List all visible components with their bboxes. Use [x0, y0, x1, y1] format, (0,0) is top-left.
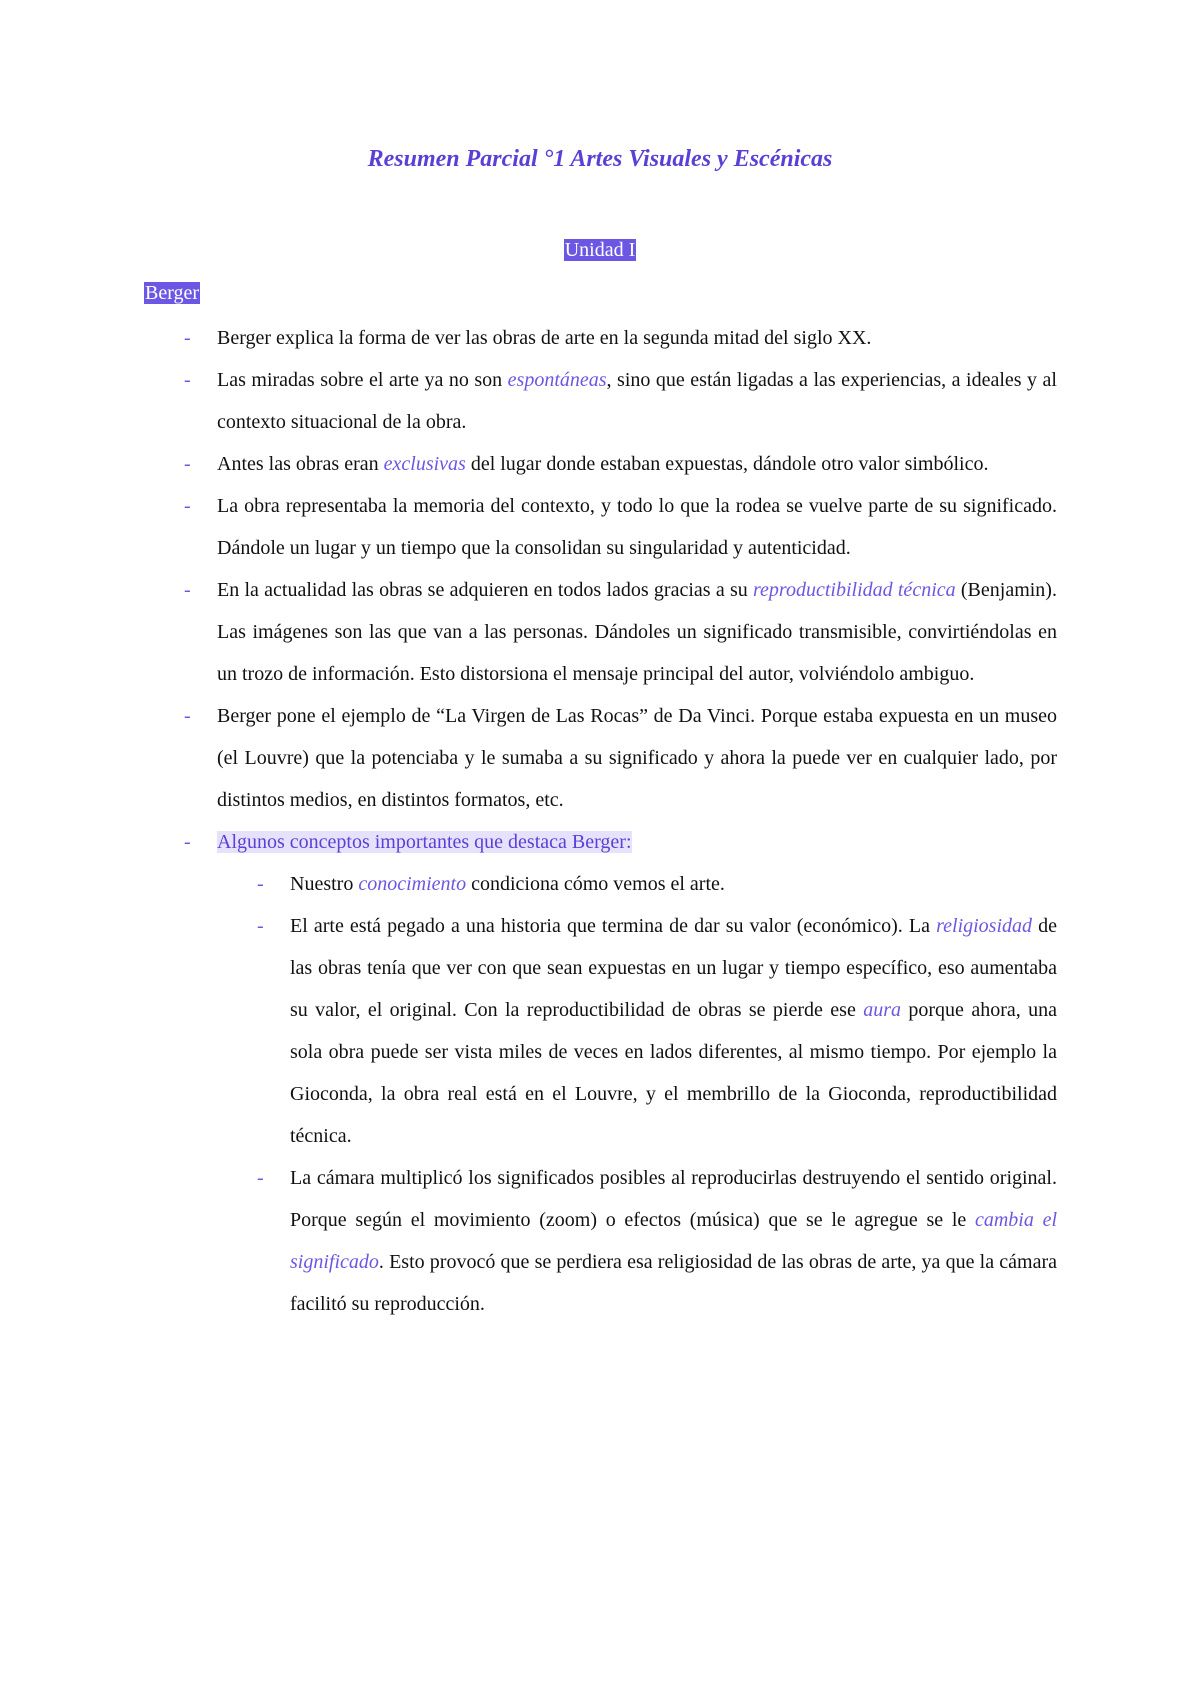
emphasized-term: espontáneas: [507, 369, 607, 391]
text-run: Berger pone el ejemplo de “La Virgen de Las Rocas” de Da Vinci. Porque estaba expuesta en un museo (el Louvre) que la potenciaba y le sumaba a su significado y ahora la puede ver en cualquier lado, por distintos medios, en distintos formatos, etc.: [217, 705, 1057, 811]
text-run: (Benjamin). Las imágenes son las que van a las personas. Dándoles un significado transmisible, convirtiéndolas en un trozo de información. Esto distorsiona el mensaje principal del autor, volviéndolo ambiguo.: [217, 579, 1057, 685]
list-item: [184, 821, 1057, 863]
emphasized-term: cambia el significado: [290, 1209, 1057, 1273]
sub-list-item: [257, 1157, 1057, 1325]
text-run: . Esto provocó que se perdiera esa religiosidad de las obras de arte, ya que la cámara facilitó su reproducción.: [290, 1251, 1057, 1315]
text-run: La cámara multiplicó los significados posibles al reproducirlas destruyendo el sentido original. Porque según el movimiento (zoom) o efectos (música) que se le agregue se le: [290, 1167, 1057, 1231]
text-run: Las miradas sobre el arte ya no son: [217, 369, 508, 391]
sub-list-item: [257, 905, 1058, 1157]
bullet-dash-icon: -: [257, 1167, 264, 1189]
text-run: En la actualidad las obras se adquieren en todos lados gracias a su: [217, 579, 753, 601]
text-run: porque ahora, una sola obra puede ser vista miles de veces en lados diferentes, al mismo tiempo. Por ejemplo la Gioconda, la obra real está en el Louvre, y el membrillo de la Gioconda, reproductibilidad técnica.: [290, 999, 1058, 1147]
list-item: [184, 569, 1057, 695]
text-run: El arte está pegado a una historia que termina de dar su valor (económico). La: [290, 915, 937, 937]
list-item: [184, 695, 1057, 821]
bullet-dash-icon: -: [257, 873, 264, 895]
bullet-list: [0, 317, 1200, 1325]
text-run: Berger explica la forma de ver las obras de arte en la segunda mitad del siglo XX.: [217, 327, 872, 349]
text-run: Nuestro: [290, 873, 359, 895]
text-run: Antes las obras eran: [217, 453, 384, 475]
unit-heading-label: Unidad I: [564, 239, 636, 261]
bullet-dash-icon: -: [257, 915, 264, 937]
bullet-dash-icon: -: [184, 579, 191, 601]
text-run: condiciona cómo vemos el arte.: [466, 873, 725, 895]
bullet-dash-icon: -: [184, 453, 191, 475]
emphasized-term: reproductibilidad técnica: [753, 579, 956, 601]
document-title: Resumen Parcial °1 Artes Visuales y Escénicas: [367, 146, 833, 172]
list-item: [184, 317, 1057, 359]
emphasized-term: exclusivas: [383, 453, 466, 475]
bullet-dash-icon: -: [184, 495, 191, 517]
bullet-dash-icon: -: [184, 831, 191, 853]
unit-heading: [0, 237, 1200, 263]
emphasized-term: aura: [863, 999, 902, 1021]
sub-list-item: [257, 863, 1057, 905]
list-item: [184, 485, 1057, 569]
text-run: La obra representaba la memoria del contexto, y todo lo que la rodea se vuelve parte de su significado. Dándole un lugar y un tiempo que la consolidan su singularidad y autenticidad.: [217, 495, 1057, 559]
list-item: [184, 359, 1057, 443]
list-item: [184, 443, 1057, 485]
bullet-dash-icon: -: [184, 369, 191, 391]
highlighted-text: Algunos conceptos importantes que destaca Berger:: [217, 831, 632, 853]
emphasized-term: religiosidad: [936, 915, 1033, 937]
text-run: de las obras tenía que ver con que sean expuestas en un lugar y tiempo específico, eso aumentaba su valor, el original. Con la reproductibilidad de obras se pierde ese: [290, 915, 1057, 1021]
text-run: , sino que están ligadas a las experiencias, a ideales y al contexto situacional de la obra.: [217, 369, 1057, 433]
section-heading: [144, 280, 200, 306]
bullet-dash-icon: -: [184, 327, 191, 349]
emphasized-term: conocimiento: [358, 873, 467, 895]
text-run: del lugar donde estaban expuestas, dándole otro valor simbólico.: [465, 453, 989, 475]
bullet-dash-icon: -: [184, 705, 191, 727]
section-heading-label: Berger: [145, 282, 200, 304]
